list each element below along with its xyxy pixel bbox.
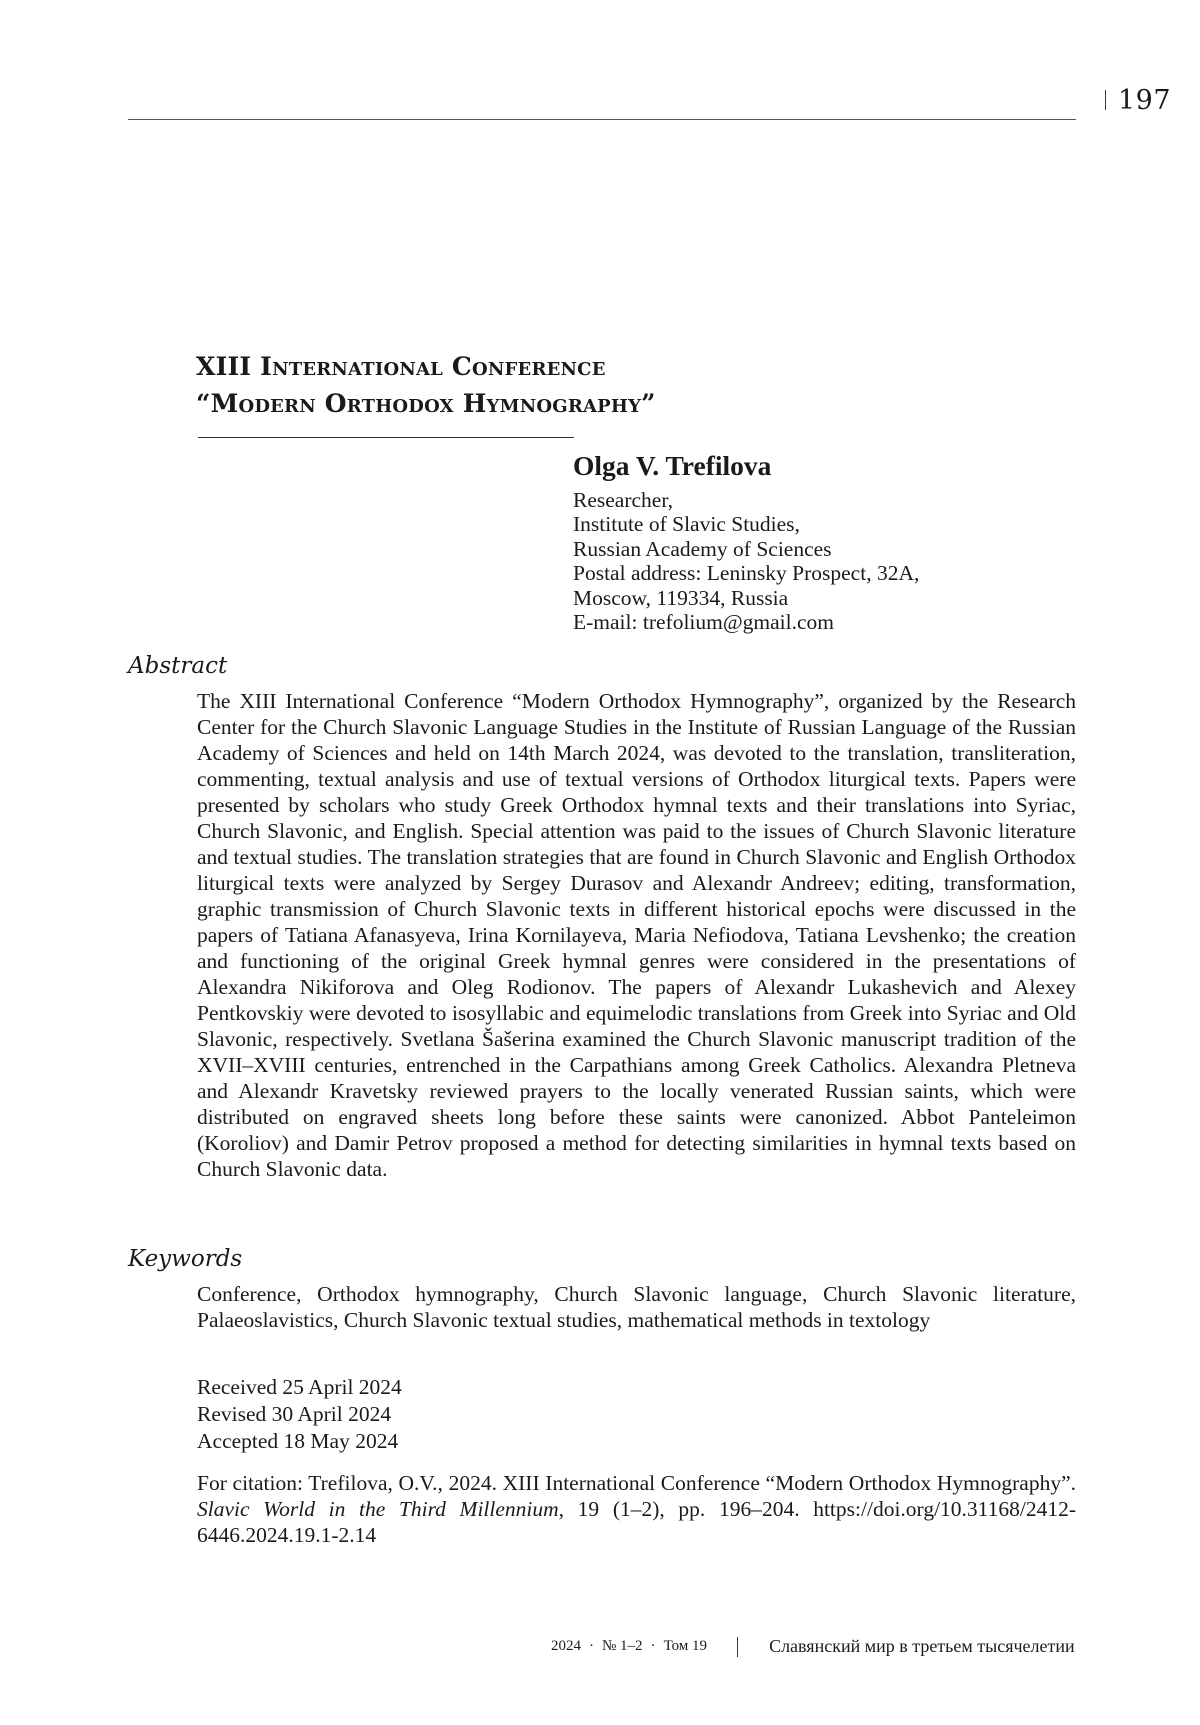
footer-dot: · <box>589 1638 594 1654</box>
citation-journal: Slavic World in the Third Millennium <box>197 1497 559 1521</box>
author-block <box>573 448 919 634</box>
article-title <box>196 348 656 422</box>
footer-year: 2024 <box>551 1638 581 1654</box>
article-title-line-2: “Modern Orthodox Hymnography” <box>196 389 656 418</box>
affiliation-line: Russian Academy of Sciences <box>573 536 832 561</box>
author-affiliation <box>573 488 919 634</box>
author-name: Olga V. Trefilova <box>573 450 772 481</box>
affiliation-line: Moscow, 119334, Russia <box>573 585 789 610</box>
date-revised: Revised 30 April 2024 <box>197 1402 392 1426</box>
citation-suffix: , 19 (1–2), pp. 196–204. https://doi.org/10.31168/2412-6446.2024.19.1-2.14 <box>197 1497 1076 1547</box>
title-rule <box>198 437 574 438</box>
abstract-label: Abstract <box>128 653 228 679</box>
footer-divider <box>737 1637 738 1657</box>
citation <box>197 1470 1076 1548</box>
keywords-label: Keywords <box>128 1246 243 1272</box>
header-rule <box>128 119 1076 120</box>
affiliation-line: Postal address: Leninsky Prospect, 32A, <box>573 561 920 586</box>
affiliation-line: Institute of Slavic Studies, <box>573 512 800 537</box>
footer-volume: Том 19 <box>663 1638 708 1654</box>
date-accepted: Accepted 18 May 2024 <box>197 1429 399 1453</box>
page-footer <box>551 1636 1075 1657</box>
footer-dot: · <box>650 1638 656 1654</box>
keywords-text: Conference, Orthodox hymnography, Church Slavonic language, Church Slavonic literature, Palaeoslavistics, Church Slavonic textual studies, mathematical methods in textology <box>197 1282 1076 1332</box>
citation-prefix: For citation: Trefilova, O.V., 2024. XIII International Conference “Modern Orthodox Hymnography”. <box>197 1471 1076 1495</box>
footer-issue: № 1–2 <box>602 1638 643 1654</box>
page-number: 197 <box>1118 85 1172 116</box>
footer-journal-name: Славянский мир в третьем тысячелетии <box>769 1636 1075 1656</box>
page-number-divider <box>1105 90 1106 110</box>
affiliation-line: Researcher, <box>573 488 674 512</box>
abstract-text: The XIII International Conference “Modern Orthodox Hymnography”, organized by the Research Center for the Church Slavonic Language Studies in the Institute of Russian Language of the Russian Academy of Sciences and held on 14th March 2024, was devoted to the translation, transliteration, commenting, textual analysis and use of textual versions of Orthodox liturgical texts. Papers were presented by scholars who study Greek Orthodox hymnal texts and their translations into Syriac, Church Slavonic, and English. Special attention was paid to the issues of Church Slavonic literature and textual studies. The translation strategies that are found in Church Slavonic and English Orthodox liturgical texts were analyzed by Sergey Durasov and Alexandr Andreev; editing, transformation, graphic transmission of Church Slavonic texts in different historical epochs were discussed in the papers of Tatiana Afanasyeva, Irina Kornilayeva, Maria Nefiodova, Tatiana Levshenko; the creation and functioning of the original Greek hymnal genres were considered in the presentations of Alexandra Nikiforova and Oleg Rodionov. The papers of Alexandr Lukashevich and Alexey Pentkovskiy were devoted to isosyllabic and equimelodic translations from Greek into Syriac and Old Slavonic, respectively. Svetlana Šašerina examined the Church Slavonic manuscript tradition of the XVII–XVIII centuries, entrenched in the Carpathians among Greek Catholics. Alexandra Pletneva and Alexandr Kravetsky reviewed prayers to the locally venerated Russian saints, which were distributed on engraved sheets long before these saints were canonized. Abbot Panteleimon (Koroliov) and Damir Petrov proposed a method for detecting similarities in hymnal texts based on Church Slavonic data. <box>197 689 1076 1181</box>
article-title-line-1: XIII International Conference <box>196 352 606 381</box>
article-dates <box>197 1374 402 1455</box>
author-email: E-mail: trefolium@gmail.com <box>573 610 835 635</box>
date-received: Received 25 April 2024 <box>197 1375 402 1399</box>
